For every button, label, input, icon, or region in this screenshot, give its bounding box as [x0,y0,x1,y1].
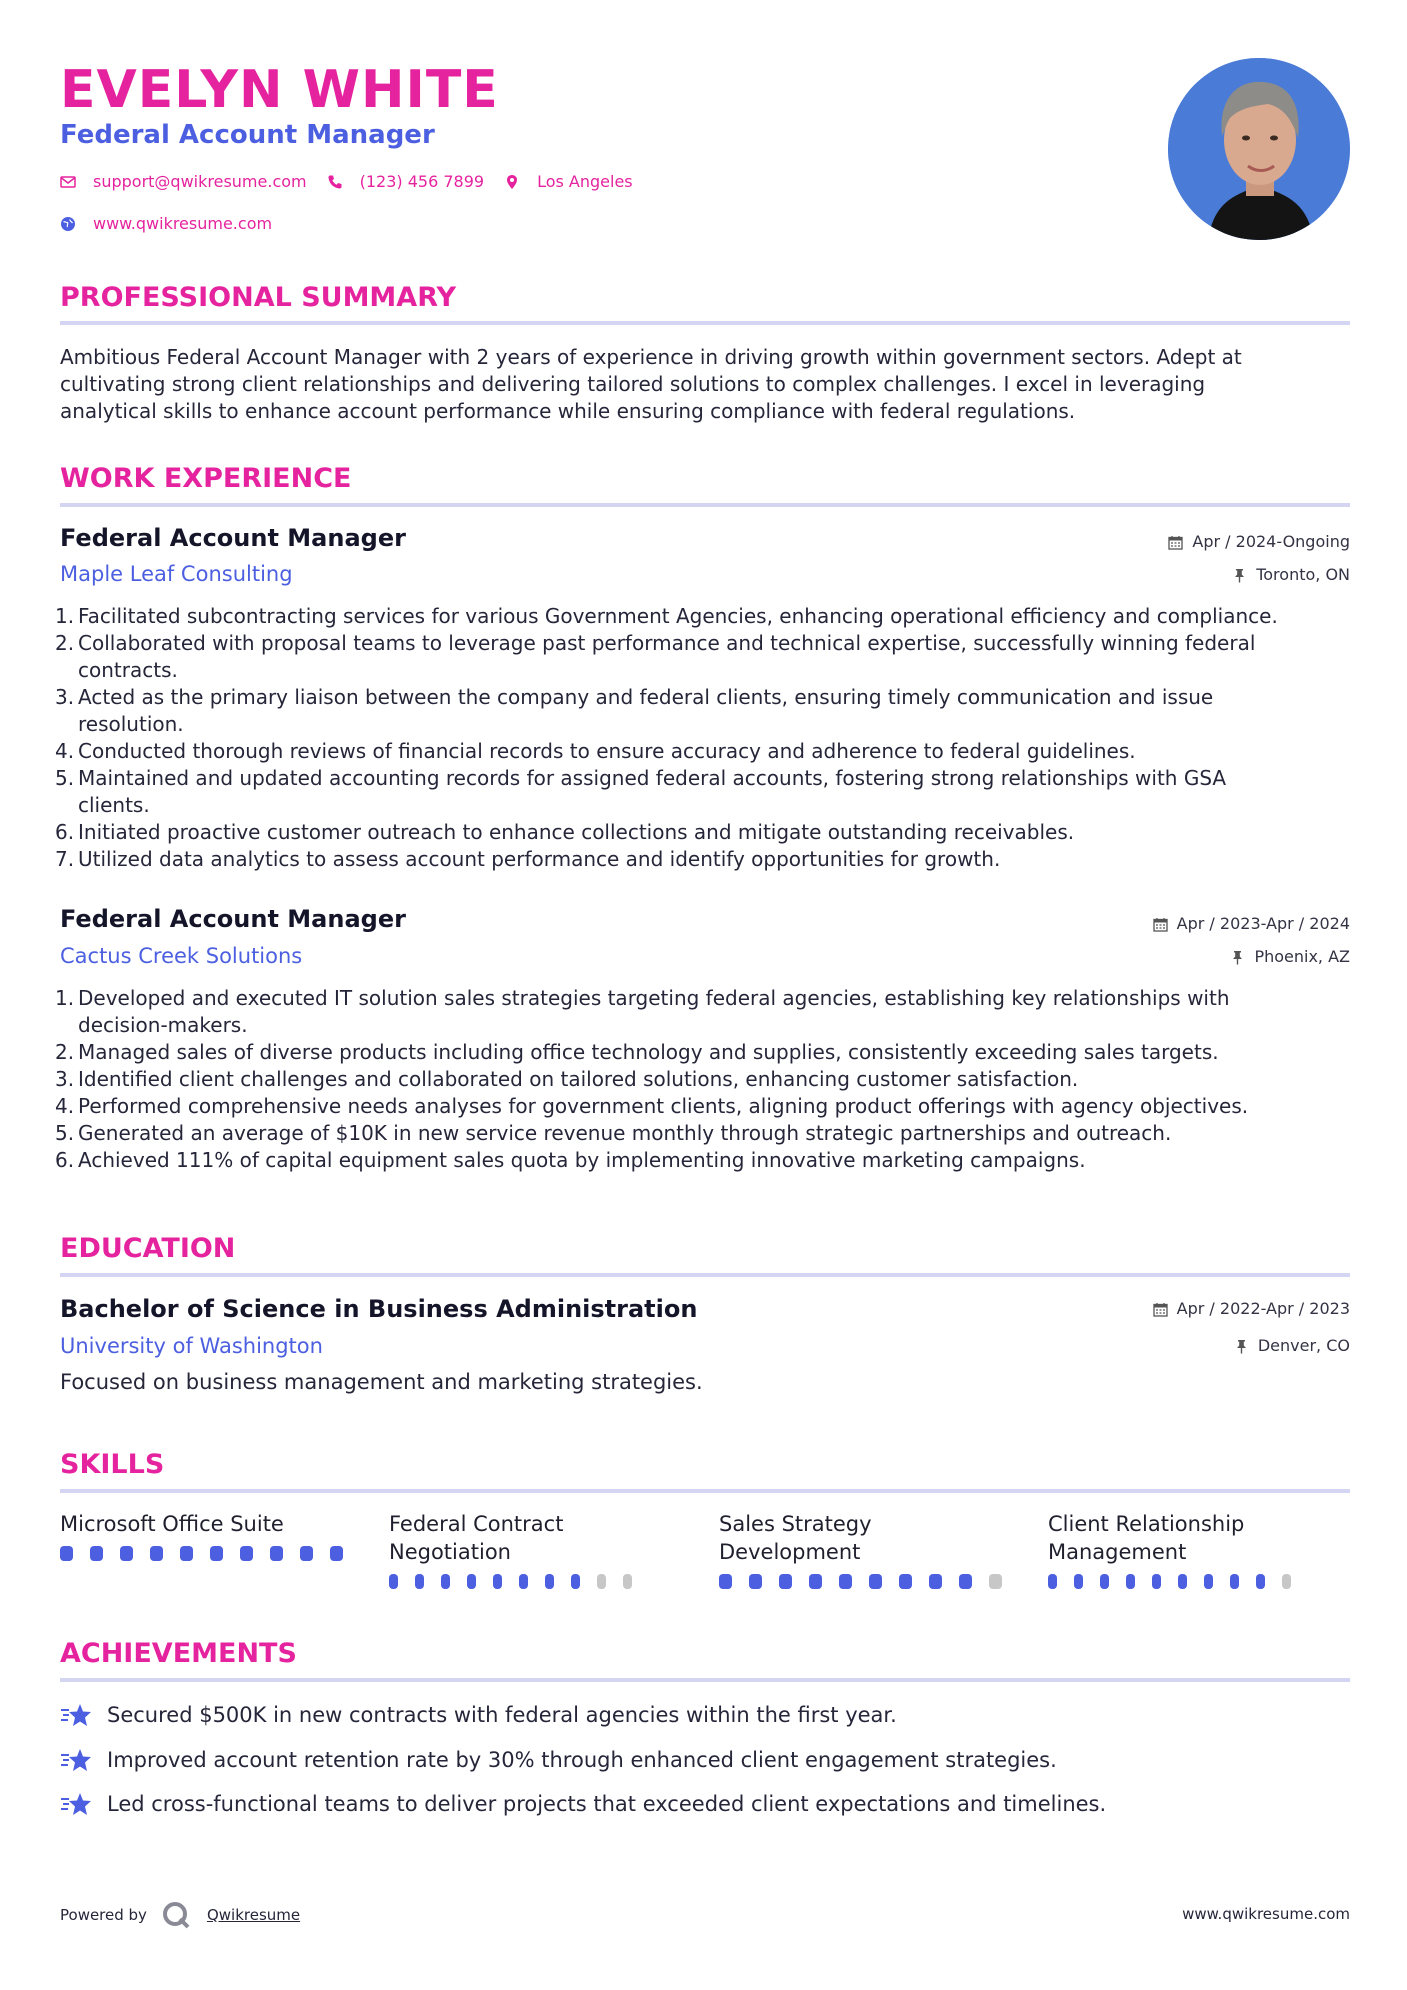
rating-dot-filled [330,1546,343,1561]
rating-dot-filled [869,1574,882,1589]
rating-dot-filled [519,1574,528,1589]
contact-phone[interactable] [327,172,484,191]
website-text: www.qwikresume.com [93,214,273,233]
location-text: Los Angeles [537,172,633,191]
education-degree: Bachelor of Science in Business Administration [60,1295,698,1323]
summary-text [60,344,1350,425]
section-divider [60,1678,1350,1682]
summary-line: Ambitious Federal Account Manager with 2 years of experience in driving growth within government sectors. Adept at [60,345,1242,369]
achievement-item [60,1790,1106,1818]
section-title-summary: PROFESSIONAL SUMMARY [60,282,457,313]
skill-rating [389,1574,649,1589]
education-location [1234,1335,1350,1357]
rating-dot-filled [441,1574,450,1589]
rating-dot-filled [809,1574,822,1589]
star-icon [60,1702,92,1728]
rating-dot-filled [150,1546,163,1561]
rating-dot-filled [719,1574,732,1589]
skill-rating [60,1546,360,1561]
list-item: 2. Managed sales of diverse products including office technology and supplies, consistently exceeding sales targets. [55,1040,1219,1064]
skill-name: Microsoft Office Suite [60,1512,284,1536]
section-divider [60,503,1350,507]
skill-item [719,1510,1019,1589]
list-item: 6. Initiated proactive customer outreach to enhance collections and mitigate outstanding receivables. [55,820,1075,844]
powered-by-label: Powered by [60,1906,147,1924]
education-school: University of Washington [60,1334,323,1358]
list-item: 6. Achieved 111% of capital equipment sales quota by implementing innovative marketing campaigns. [55,1148,1086,1172]
rating-dot-filled [300,1546,313,1561]
list-item: 3. Identified client challenges and collaborated on tailored solutions, enhancing customer satisfaction. [55,1067,1079,1091]
job-location-text: Phoenix, AZ [1254,947,1350,966]
rating-dot-filled [180,1546,193,1561]
job-location [1232,564,1350,586]
candidate-role: Federal Account Manager [60,120,435,150]
job-title: Federal Account Manager [60,524,406,552]
phone-text: (123) 456 7899 [359,172,485,191]
contact-row-website [60,214,292,233]
job-date [1153,913,1350,935]
qwikresume-link[interactable]: Qwikresume [206,1906,301,1924]
achievement-item [60,1746,1057,1774]
contact-row [60,172,653,191]
job-title: Federal Account Manager [60,905,406,933]
job-company: Cactus Creek Solutions [60,944,303,968]
rating-dot-filled [1230,1574,1239,1589]
list-item: 5. Generated an average of $10K in new service revenue monthly through strategic partnerships and outreach. [55,1121,1172,1145]
rating-dot-filled [959,1574,972,1589]
section-title-achievements: ACHIEVEMENTS [60,1638,297,1669]
summary-line: cultivating strong client relationships and delivering tailored solutions to complex challenges. I excel in leveraging [60,372,1206,396]
skill-rating [719,1574,1019,1589]
job-location-text: Toronto, ON [1256,565,1350,584]
section-title-experience: WORK EXPERIENCE [60,463,352,494]
section-divider [60,1489,1350,1493]
pushpin-icon [1234,1339,1249,1354]
education-description: Focused on business management and marketing strategies. [60,1370,703,1394]
contact-email[interactable] [60,172,307,191]
job-date [1168,531,1350,553]
rating-dot-empty [989,1574,1002,1589]
rating-dot-filled [1126,1574,1135,1589]
rating-dot-filled [1048,1574,1057,1589]
job-bullets [55,603,1355,873]
qwikresume-logo-icon [161,1900,191,1930]
rating-dot-filled [415,1574,424,1589]
achievement-item [60,1701,897,1729]
rating-dot-empty [623,1574,632,1589]
education-location-text: Denver, CO [1257,1336,1350,1355]
job-date-text: Apr / 2024-Ongoing [1192,532,1350,551]
footer-website[interactable]: www.qwikresume.com [1182,1905,1350,1923]
contact-location [504,172,633,191]
job-date-text: Apr / 2023-Apr / 2024 [1176,914,1350,933]
achievement-text: Led cross-functional teams to deliver projects that exceeded client expectations and timelines. [107,1792,1107,1816]
section-title-skills: SKILLS [60,1449,165,1480]
envelope-icon [60,174,76,190]
candidate-name: EVELYN WHITE [60,60,499,120]
rating-dot-filled [210,1546,223,1561]
phone-icon [327,174,343,190]
skill-item [389,1510,649,1589]
rating-dot-filled [1074,1574,1083,1589]
rating-dot-filled [1100,1574,1109,1589]
rating-dot-filled [929,1574,942,1589]
pushpin-icon [1230,950,1245,965]
email-text: support@qwikresume.com [93,172,307,191]
rating-dot-filled [1152,1574,1161,1589]
rating-dot-filled [1256,1574,1265,1589]
map-pin-icon [504,174,520,190]
profile-photo [1168,58,1350,240]
skill-rating [1048,1574,1308,1589]
achievement-text: Secured $500K in new contracts with federal agencies within the first year. [107,1703,897,1727]
section-title-education: EDUCATION [60,1233,236,1264]
star-icon [60,1791,92,1817]
rating-dot-filled [779,1574,792,1589]
list-item: 3. Acted as the primary liaison between the company and federal clients, ensuring timely communication and issue resolution. [55,685,1214,736]
list-item: 1. Developed and executed IT solution sales strategies targeting federal agencies, establishing key relationships with decision-makers. [55,986,1230,1037]
job-location [1230,946,1350,968]
rating-dot-filled [545,1574,554,1589]
rating-dot-filled [60,1546,73,1561]
job-company: Maple Leaf Consulting [60,562,293,586]
rating-dot-filled [240,1546,253,1561]
calendar-icon [1153,917,1168,932]
section-divider [60,321,1350,325]
contact-website[interactable] [60,214,272,233]
globe-icon [60,216,76,232]
rating-dot-empty [1282,1574,1291,1589]
job-bullets [55,985,1355,1174]
rating-dot-filled [389,1574,398,1589]
skill-item [1048,1510,1308,1589]
rating-dot-filled [749,1574,762,1589]
calendar-icon [1168,535,1183,550]
rating-dot-filled [120,1546,133,1561]
summary-line: analytical skills to enhance account performance while ensuring compliance with federal regulations. [60,399,1076,423]
skill-name: Sales Strategy Development [719,1512,872,1564]
list-item: 4. Conducted thorough reviews of financial records to ensure accuracy and adherence to federal guidelines. [55,739,1136,763]
list-item: 2. Collaborated with proposal teams to leverage past performance and technical expertise, successfully winning federal contracts. [55,631,1256,682]
rating-dot-filled [493,1574,502,1589]
education-date [1153,1298,1350,1320]
rating-dot-filled [571,1574,580,1589]
calendar-icon [1153,1302,1168,1317]
list-item: 7. Utilized data analytics to assess account performance and identify opportunities for growth. [55,847,1001,871]
skill-item [60,1510,360,1561]
rating-dot-filled [90,1546,103,1561]
skill-name: Client Relationship Management [1048,1512,1245,1564]
list-item: 1. Facilitated subcontracting services for various Government Agencies, enhancing operational efficiency and compliance. [55,604,1278,628]
rating-dot-filled [1204,1574,1213,1589]
footer-powered-by [60,1900,300,1930]
education-date-text: Apr / 2022-Apr / 2023 [1176,1299,1350,1318]
section-divider [60,1273,1350,1277]
pushpin-icon [1232,568,1247,583]
achievement-text: Improved account retention rate by 30% through enhanced client engagement strategies. [107,1748,1057,1772]
star-icon [60,1747,92,1773]
skill-name: Federal Contract Negotiation [389,1512,564,1564]
rating-dot-filled [467,1574,476,1589]
list-item: 5. Maintained and updated accounting records for assigned federal accounts, fostering strong relationships with GSA clients. [55,766,1227,817]
list-item: 4. Performed comprehensive needs analyses for government clients, aligning product offerings with agency objectives. [55,1094,1249,1118]
rating-dot-filled [270,1546,283,1561]
rating-dot-filled [839,1574,852,1589]
rating-dot-filled [1178,1574,1187,1589]
rating-dot-filled [899,1574,912,1589]
rating-dot-empty [597,1574,606,1589]
